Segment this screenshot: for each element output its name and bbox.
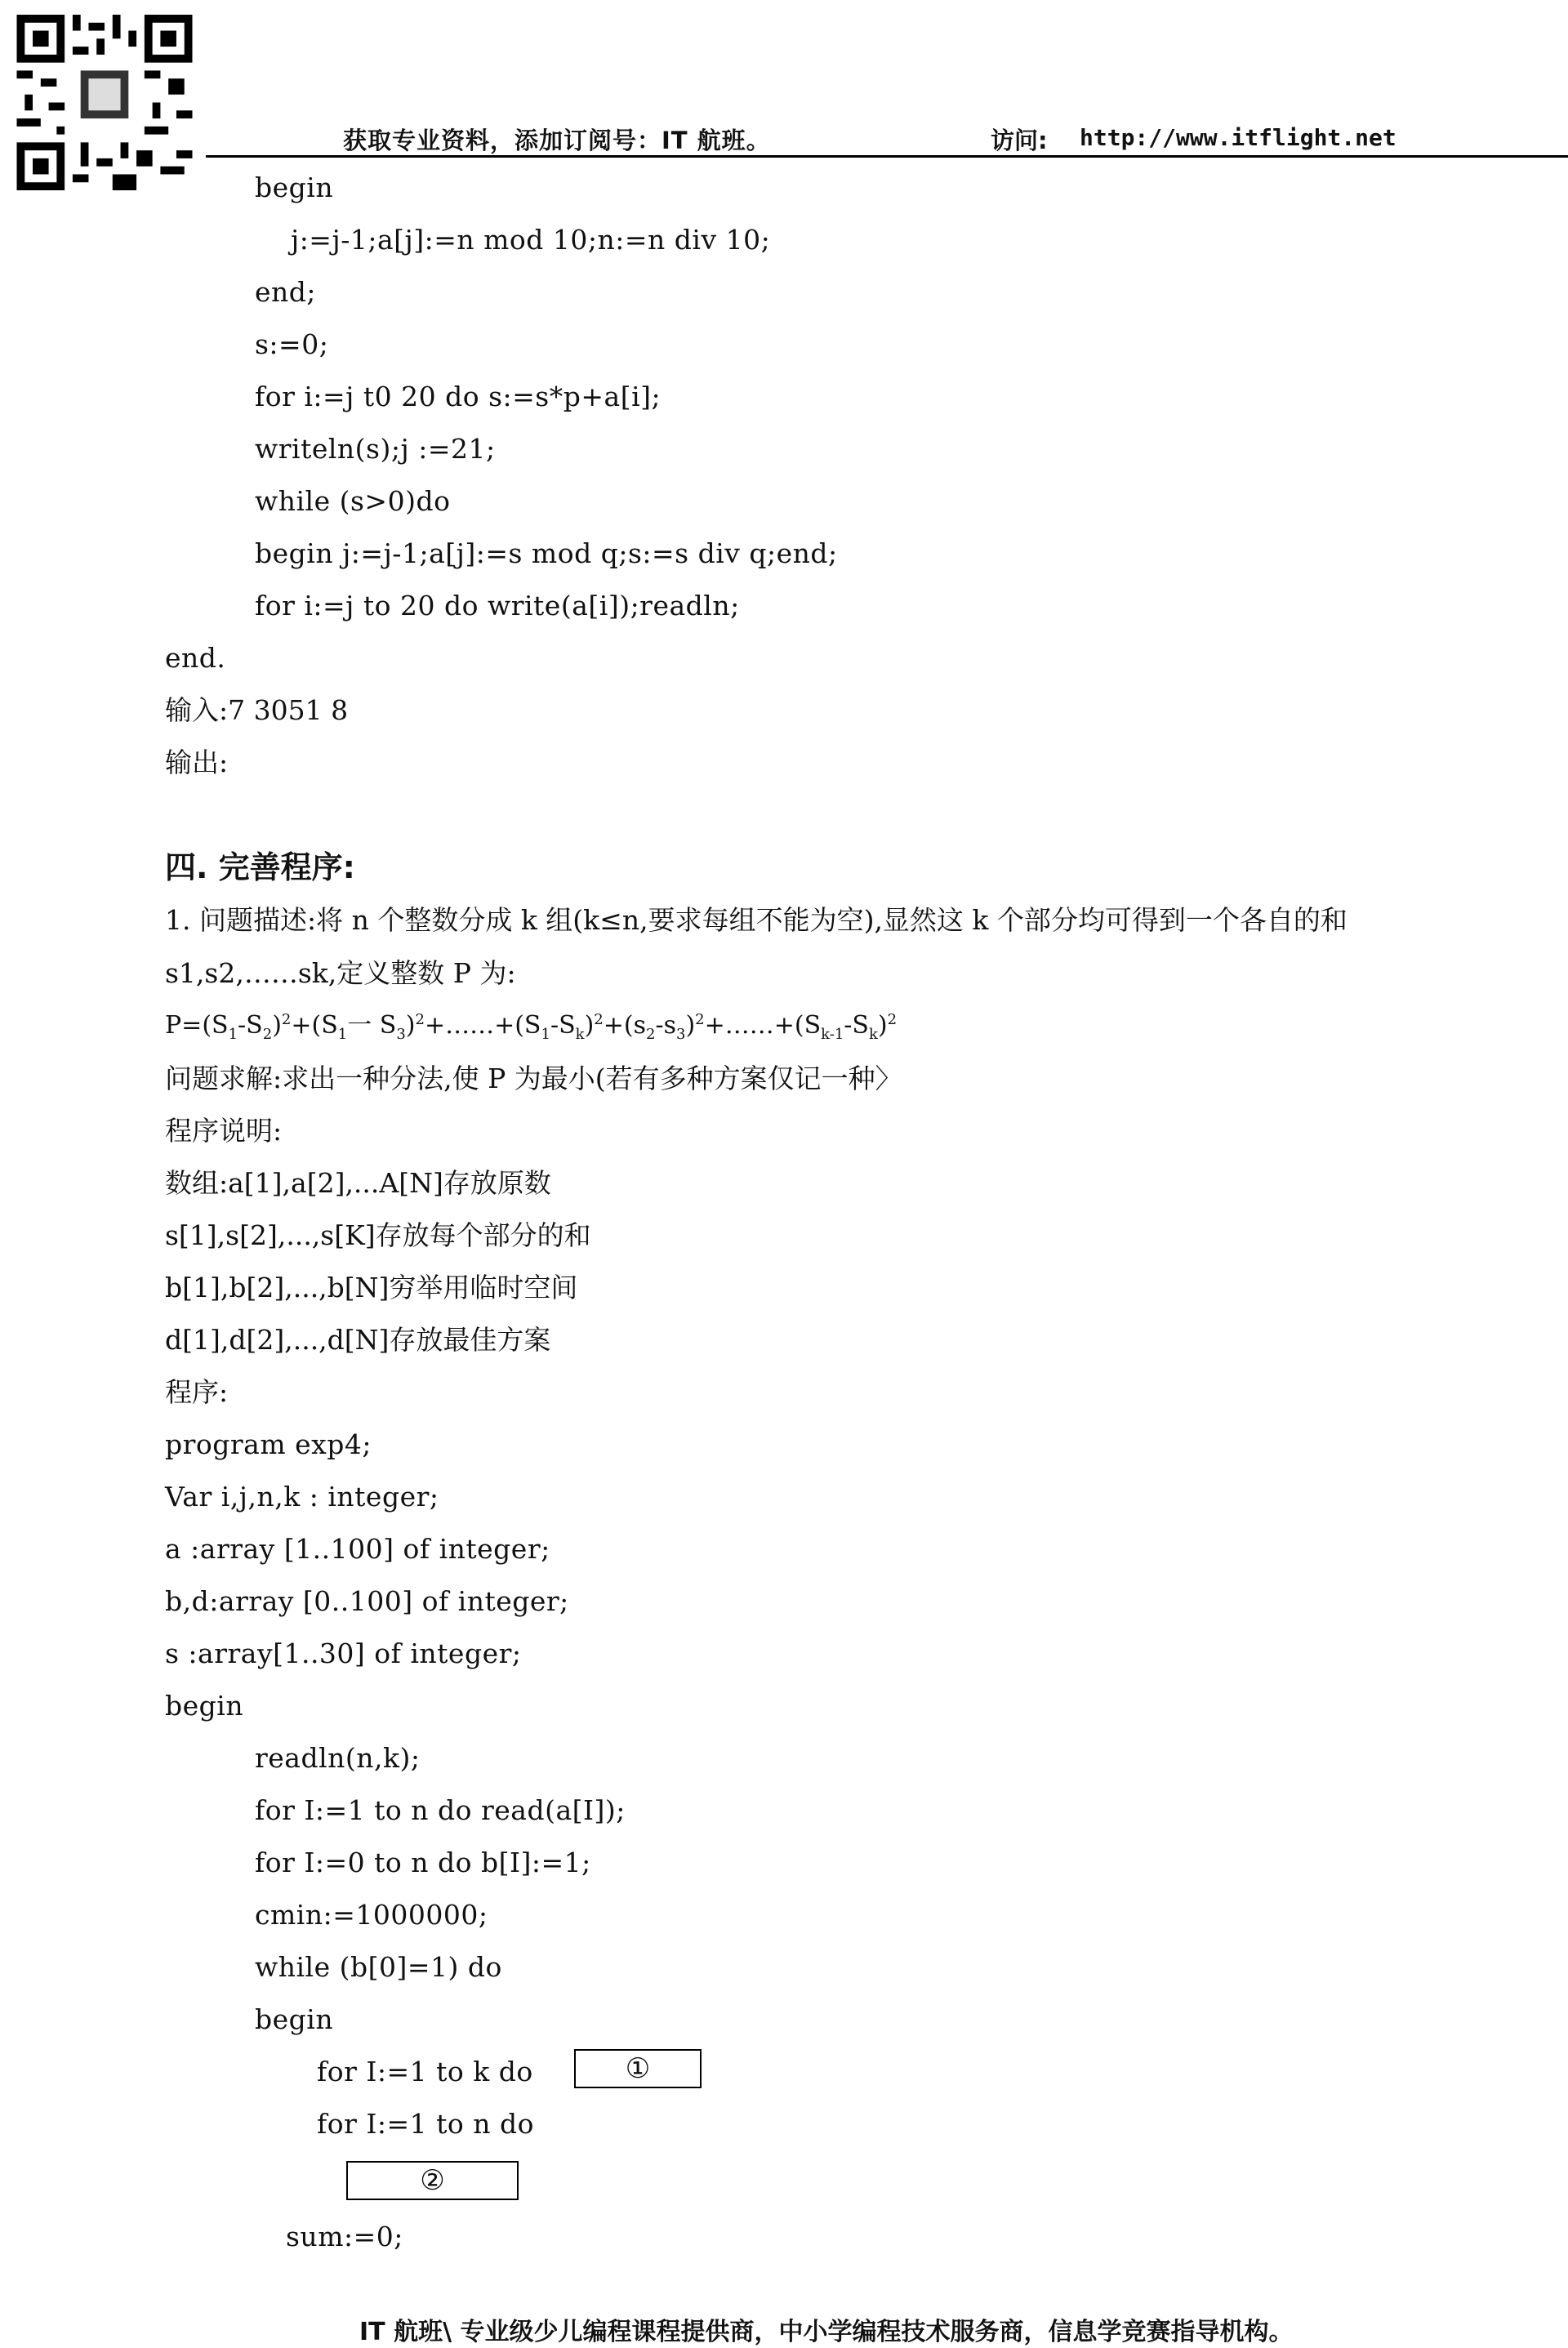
code-line: while (s>0)do <box>255 485 451 517</box>
code-line: end. <box>165 642 226 674</box>
code-line: readln(n,k); <box>255 1742 421 1774</box>
code-line: for i:=j t0 20 do s:=s*p+a[i]; <box>255 381 662 412</box>
problem-description-cont: s1,s2,……sk,定义整数 P 为: <box>165 957 516 989</box>
page-header <box>0 0 1568 196</box>
code-line: while (b[0]=1) do <box>255 1951 502 1983</box>
solve-description: 问题求解:求出一种分法,使 P 为最小(若有多种方案仅记一种〉 <box>165 1063 902 1094</box>
program-title: 程序: <box>165 1376 229 1408</box>
code-line: for I:=1 to n do read(a[I]); <box>255 1794 626 1826</box>
code-line: Var i,j,n,k : integer; <box>165 1481 439 1513</box>
desc-line: d[1],d[2],...,d[N]存放最佳方案 <box>165 1324 551 1356</box>
page-footer: IT 航班\ 专业级少儿编程课程提供商，中小学编程技术服务商，信息学竞赛指导机构。 <box>359 2318 1294 2346</box>
code-line: for I:=1 to k do <box>317 2056 533 2087</box>
input-sample: 输入:7 3051 8 <box>165 694 349 726</box>
header-url-link[interactable]: http://www.itflight.net <box>1080 124 1396 151</box>
code-line: cmin:=1000000; <box>255 1899 488 1931</box>
code-line: for i:=j to 20 do write(a[i]);readln; <box>255 590 740 622</box>
code-line: s:=0; <box>255 328 329 360</box>
code-line: end; <box>255 276 317 308</box>
section-title: 四. 完善程序: <box>165 849 355 885</box>
problem-description: 1. 问题描述:将 n 个整数分成 k 组(k≤n,要求每组不能为空),显然这 k 个部分均可得到一个各自的和 <box>165 904 1348 936</box>
header-divider <box>206 155 1568 158</box>
fill-blank-2[interactable]: ② <box>346 2161 519 2200</box>
code-line: j:=j-1;a[j]:=n mod 10;n:=n div 10; <box>255 224 771 256</box>
desc-line: b[1],b[2],...,b[N]穷举用临时空间 <box>165 1272 578 1303</box>
code-line: a :array [1..100] of integer; <box>165 1533 550 1565</box>
code-line: for I:=0 to n do b[I]:=1; <box>255 1847 591 1878</box>
header-slogan: 获取专业资料，添加订阅号：IT 航班。 <box>343 127 771 154</box>
desc-line: 数组:a[1],a[2],...A[N]存放原数 <box>165 1167 551 1199</box>
code-line: for I:=1 to n do <box>317 2108 534 2140</box>
code-line: begin j:=j-1;a[j]:=s mod q;s:=s div q;end; <box>255 537 838 569</box>
code-line: sum:=0; <box>286 2221 403 2252</box>
code-line: s :array[1..30] of integer; <box>165 1637 522 1669</box>
output-sample: 输出: <box>165 746 229 778</box>
qr-code-icon <box>15 15 194 190</box>
code-line: begin <box>255 172 334 203</box>
fill-blank-1[interactable]: ① <box>574 2049 702 2088</box>
code-line: begin <box>255 2003 334 2035</box>
code-line: program exp4; <box>165 1428 372 1460</box>
code-line: b,d:array [0..100] of integer; <box>165 1585 569 1617</box>
desc-line: s[1],s[2],...,s[K]存放每个部分的和 <box>165 1219 591 1251</box>
desc-title: 程序说明: <box>165 1115 283 1147</box>
formula-p: $P=(S_1-S_2)^2+(S_1$一 $S_3)^2+\dots\dots+(S_1-S_k)^2+(s_2-s_3)^2+\dots\dots+(S_{k-1}-S_k)^2$ <box>165 1011 898 1043</box>
code-line: writeln(s);j :=21; <box>255 433 496 465</box>
code-line: begin <box>165 1690 244 1722</box>
header-visit-label: 访问: <box>991 127 1048 154</box>
